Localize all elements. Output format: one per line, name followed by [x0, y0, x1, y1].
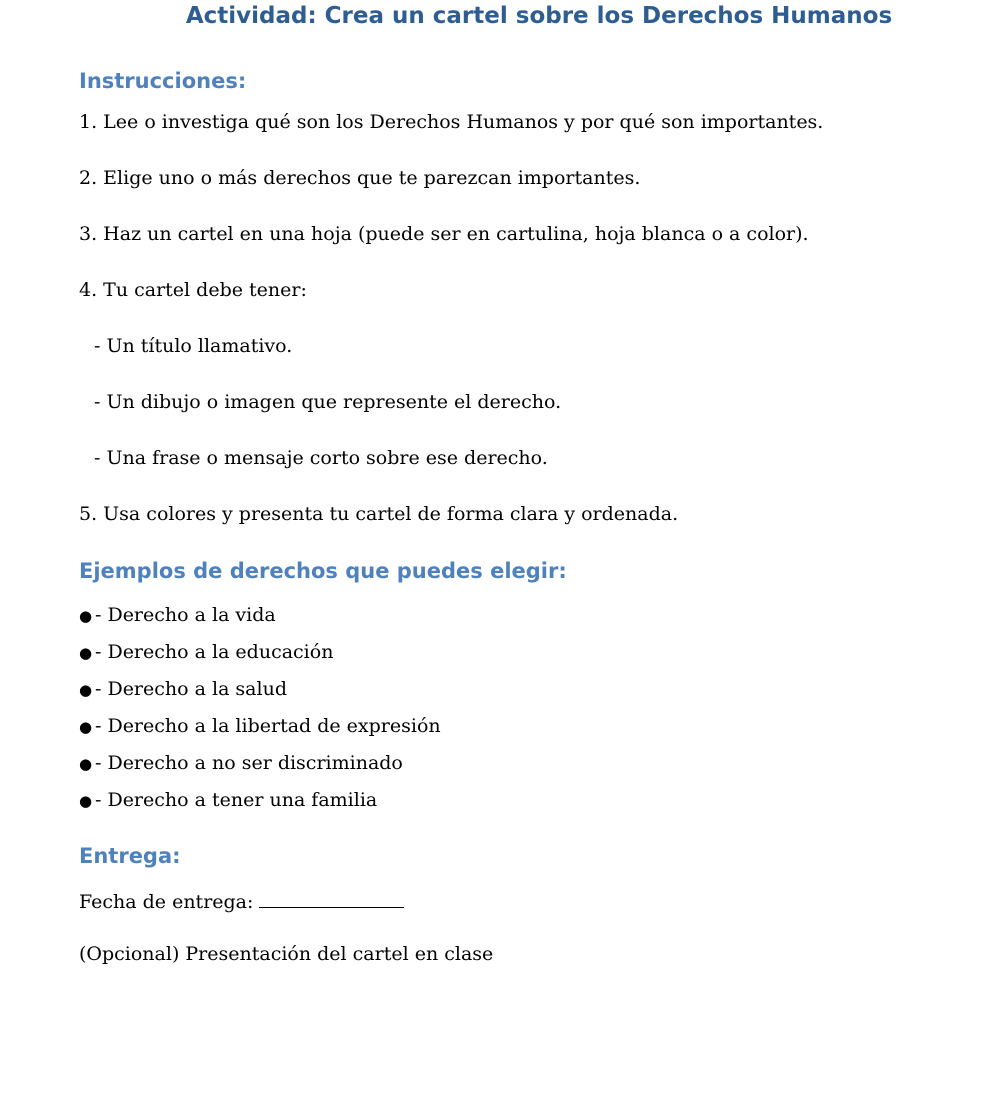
example-right-text: - Derecho a no ser discriminado [95, 752, 403, 774]
example-right-text: - Derecho a la libertad de expresión [95, 715, 441, 737]
list-item [79, 677, 441, 714]
bullet-icon: ● [79, 792, 93, 810]
instruction-step-1: 1. Lee o investiga qué son los Derechos Humanos y por qué son importantes. [79, 111, 824, 133]
list-item [79, 788, 441, 825]
delivery-optional-note: (Opcional) Presentación del cartel en clase [79, 943, 494, 965]
delivery-heading: Entrega: [79, 844, 181, 868]
example-right-text: - Derecho a la salud [95, 678, 287, 700]
bullet-icon: ● [79, 755, 93, 773]
example-right-text: - Derecho a la vida [95, 604, 276, 626]
example-right-text: - Derecho a la educación [95, 641, 334, 663]
bullet-icon: ● [79, 681, 93, 699]
bullet-icon: ● [79, 644, 93, 662]
instruction-subitem-drawing: - Un dibujo o imagen que represente el derecho. [94, 391, 562, 413]
document-title: Actividad: Crea un cartel sobre los Derechos Humanos [185, 3, 893, 29]
instruction-subitem-message: - Una frase o mensaje corto sobre ese derecho. [94, 447, 548, 469]
examples-heading: Ejemplos de derechos que puedes elegir: [79, 559, 567, 583]
instruction-step-2: 2. Elige uno o más derechos que te parezcan importantes. [79, 167, 641, 189]
instruction-step-5: 5. Usa colores y presenta tu cartel de forma clara y ordenada. [79, 503, 679, 525]
example-right-text: - Derecho a tener una familia [95, 789, 378, 811]
instructions-heading: Instrucciones: [79, 69, 247, 93]
list-item [79, 603, 441, 640]
instruction-step-3: 3. Haz un cartel en una hoja (puede ser en cartulina, hoja blanca o a color). [79, 223, 809, 245]
list-item [79, 714, 441, 751]
bullet-icon: ● [79, 607, 93, 625]
delivery-date-line [79, 887, 404, 914]
list-item [79, 640, 441, 677]
bullet-icon: ● [79, 718, 93, 736]
examples-list [79, 603, 441, 825]
instruction-step-4: 4. Tu cartel debe tener: [79, 279, 307, 301]
instruction-subitem-title: - Un título llamativo. [94, 335, 293, 357]
delivery-date-label: Fecha de entrega: [79, 891, 254, 913]
list-item [79, 751, 441, 788]
delivery-date-blank [259, 887, 404, 908]
